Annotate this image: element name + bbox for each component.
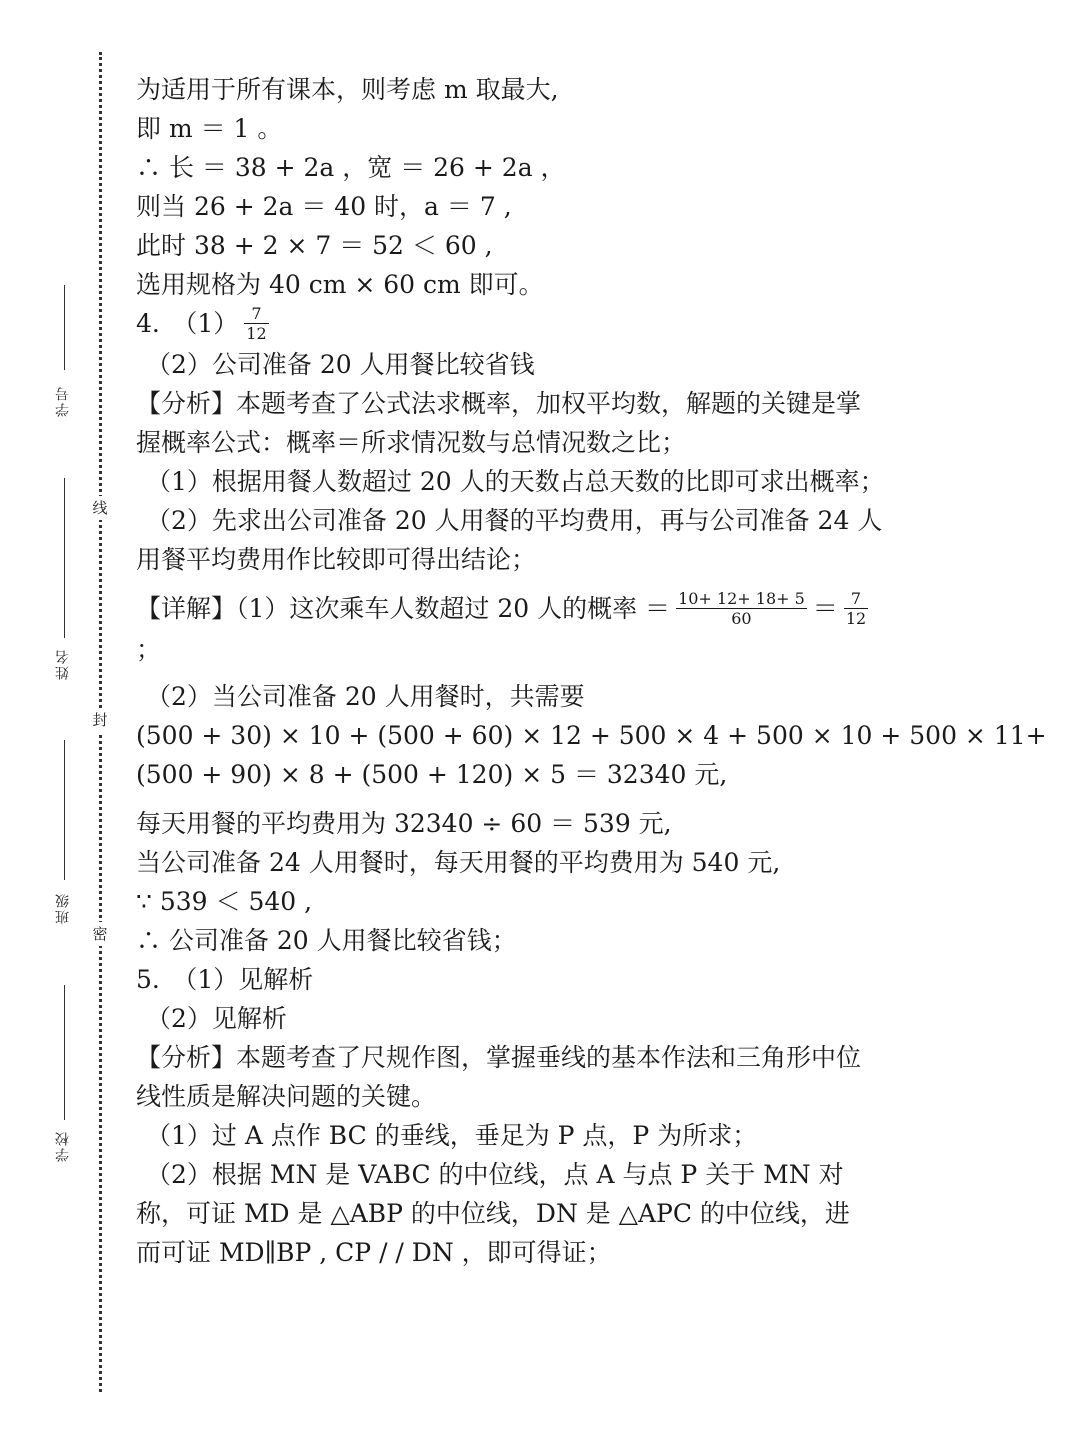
text-line: (500 + 90) × 8 + (500 + 120) × 5 ＝ 32340 元, <box>136 760 728 789</box>
text-line: 用餐平均费用作比较即可得出结论； <box>136 545 537 574</box>
school-field <box>40 985 90 1175</box>
text-line: 握概率公式：概率＝所求情况数与总情况数之比； <box>136 428 687 457</box>
text-line: 线性质是解决问题的关键。 <box>136 1082 437 1111</box>
text-line: （1）根据用餐人数超过 20 人的天数占总天数的比即可求出概率； <box>146 467 885 496</box>
text-line: 即 m ＝ 1 。 <box>136 114 283 143</box>
text-line: （2）公司准备 20 人用餐比较省钱 <box>146 350 535 379</box>
fraction-numerator: 7 <box>844 589 868 609</box>
text-line: ∵ 539 ＜ 540 , <box>136 887 313 916</box>
answer-content <box>136 70 1047 1272</box>
binding-margin <box>0 0 130 1443</box>
school-label: 学校 <box>55 1130 71 1162</box>
detail-prefix: 【详解】（1）这次乘车人数超过 20 人的概率 ＝ <box>136 594 671 623</box>
text-line: （1）过 A 点作 BC 的垂线，垂足为 P 点，P 为所求； <box>146 1121 758 1150</box>
fraction-numerator: 10+ 12+ 18+ 5 <box>678 589 805 608</box>
seal-char-xian: 线 <box>88 496 112 520</box>
fraction-numerator: 7 <box>244 304 268 324</box>
fraction-denominator: 12 <box>246 324 267 343</box>
class-label: 班级 <box>55 892 71 924</box>
fraction-denominator: 60 <box>731 609 752 628</box>
text-line: (500 + 30) × 10 + (500 + 60) × 12 + 500 × 4 + 500 × 10 + 500 × 11+ <box>136 721 1047 750</box>
fraction-seven-twelfths <box>844 589 868 628</box>
class-field <box>40 740 90 940</box>
text-line: 则当 26 + 2a ＝ 40 时，a ＝ 7 , <box>136 192 512 221</box>
text-line: （2）先求出公司准备 20 人用餐的平均费用，再与公司准备 24 人 <box>146 506 883 535</box>
fraction-denominator: 12 <box>845 609 867 628</box>
fraction-sum-over-sixty <box>676 589 807 628</box>
text-line: （2）根据 MN 是 VABC 的中位线，点 A 与点 P 关于 MN 对 <box>146 1160 844 1189</box>
school-blank <box>64 985 65 1120</box>
question-4-number: 4. （1） <box>136 309 239 338</box>
text-line: （2）当公司准备 20 人用餐时，共需要 <box>146 682 585 711</box>
student-number-blank <box>64 285 65 370</box>
student-number-label: 学号 <box>55 385 71 417</box>
text-line: 【分析】本题考查了尺规作图，掌握垂线的基本作法和三角形中位 <box>136 1043 862 1072</box>
text-line: 称，可证 MD 是 △ABP 的中位线，DN 是 △APC 的中位线，进 <box>136 1199 850 1228</box>
seal-char-feng: 封 <box>88 708 112 732</box>
name-field <box>40 478 90 698</box>
fraction-seven-twelfths <box>244 304 268 343</box>
text-line: （2）见解析 <box>146 1004 287 1033</box>
student-number-field <box>40 285 90 445</box>
name-label: 姓名 <box>55 648 71 680</box>
text-line: 为适用于所有课本，则考虑 m 取最大, <box>136 75 559 104</box>
seal-char-mi: 密 <box>88 922 112 946</box>
probability-detail-line <box>136 589 1016 630</box>
text-line: 选用规格为 40 cm × 60 cm 即可。 <box>136 270 544 299</box>
text-line: ； <box>136 635 162 664</box>
text-line: 当公司准备 24 人用餐时，每天用餐的平均费用为 540 元, <box>136 848 781 877</box>
text-line: 此时 38 + 2 × 7 ＝ 52 ＜ 60 , <box>136 231 493 260</box>
equals-sign: ＝ <box>812 594 838 623</box>
text-line: ∴ 公司准备 20 人用餐比较省钱； <box>136 926 517 955</box>
text-line: ∴ 长 ＝ 38 + 2a ，宽 ＝ 26 + 2a ， <box>136 153 566 182</box>
class-blank <box>64 740 65 880</box>
question-4-part-1 <box>136 304 1016 345</box>
text-line: 【分析】本题考查了公式法求概率，加权平均数，解题的关键是掌 <box>136 389 862 418</box>
text-line: 而可证 MD∥BP , CP / / DN ，即可得证； <box>136 1238 612 1267</box>
name-blank <box>64 478 65 638</box>
text-line: 每天用餐的平均费用为 32340 ÷ 60 ＝ 539 元, <box>136 809 672 838</box>
text-line: 5. （1）见解析 <box>136 965 314 994</box>
